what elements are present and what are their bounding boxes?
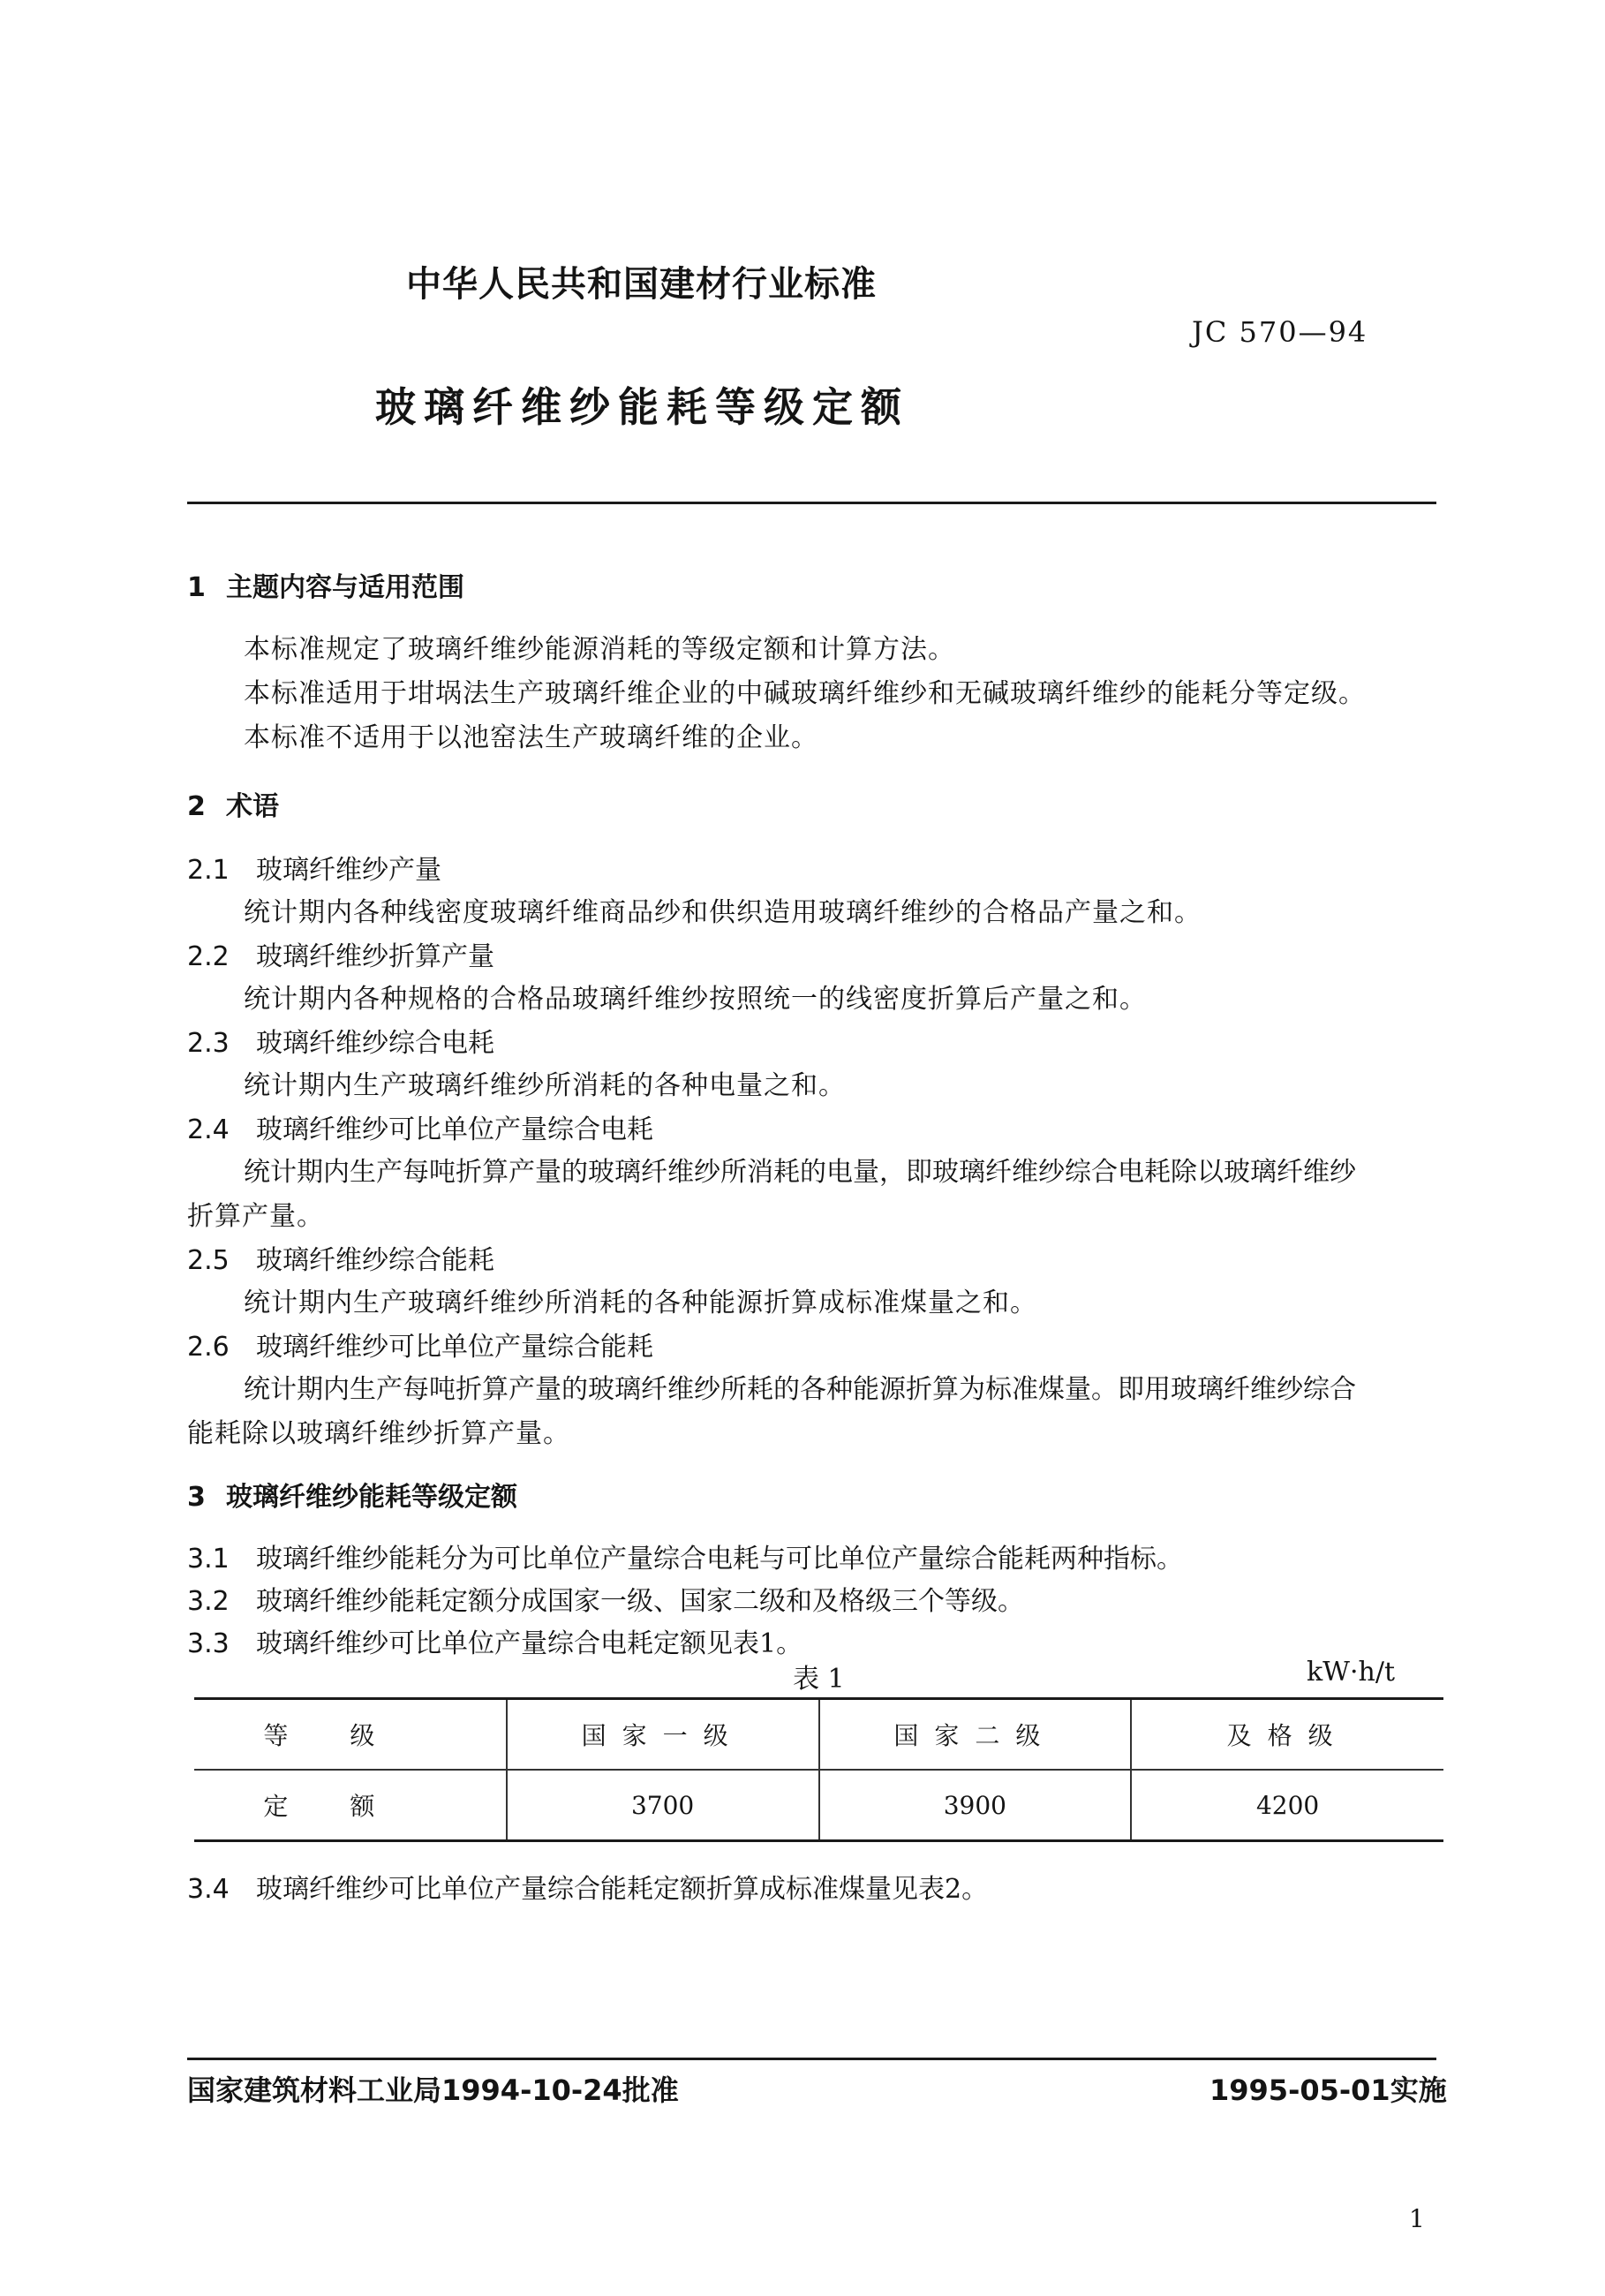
term-2-4 [187, 1107, 653, 1146]
energy-quota-table [194, 1697, 1443, 1842]
section-title: 玻璃纤维纱能耗等级定额 [226, 1482, 517, 1513]
table-caption: 表 1 [793, 1664, 845, 1695]
table-unit: kW·h/t [1307, 1657, 1396, 1688]
section-number: 3 [187, 1482, 206, 1513]
clause-number: 3.4 [187, 1874, 230, 1905]
table-header-cell: 等级 [194, 1699, 507, 1771]
section-number: 2 [187, 791, 206, 822]
clause-number: 3.3 [187, 1628, 230, 1659]
page-number: 1 [1409, 2204, 1425, 2233]
term-title: 玻璃纤维纱折算产量 [256, 941, 494, 972]
term-2-6 [187, 1325, 653, 1363]
term-title: 玻璃纤维纱可比单位产量综合电耗 [256, 1114, 653, 1145]
clause-number: 2.5 [187, 1245, 230, 1276]
paragraph: 本标准不适用于以池窑法生产玻璃纤维的企业。 [244, 722, 818, 753]
clause-3-1 [187, 1537, 1183, 1575]
term-2-3 [187, 1021, 494, 1060]
term-definition: 统计期内生产每吨折算产量的玻璃纤维纱所耗的各种能源折算为标准煤量。即用玻璃纤维纱综合 [244, 1374, 1356, 1405]
implementation-date: 1995-05-01实施 [1209, 2073, 1447, 2107]
clause-3-4 [187, 1867, 988, 1906]
approval-note: 国家建筑材料工业局1994-10-24批准 [187, 2073, 679, 2107]
footer-divider [187, 2058, 1436, 2060]
term-2-2 [187, 934, 494, 973]
clause-number: 3.2 [187, 1586, 230, 1617]
term-definition: 统计期内生产玻璃纤维纱所消耗的各种能源折算成标准煤量之和。 [244, 1288, 1037, 1318]
table-header-cell: 及格级 [1131, 1699, 1443, 1771]
clause-text: 玻璃纤维纱能耗分为可比单位产量综合电耗与可比单位产量综合能耗两种指标。 [256, 1544, 1183, 1575]
term-title: 玻璃纤维纱产量 [256, 855, 441, 886]
term-title: 玻璃纤维纱综合能耗 [256, 1245, 494, 1276]
clause-number: 2.4 [187, 1114, 230, 1145]
paragraph: 本标准适用于坩埚法生产玻璃纤维企业的中碱玻璃纤维纱和无碱玻璃纤维纱的能耗分等定级。 [244, 678, 1366, 709]
term-title: 玻璃纤维纱综合电耗 [256, 1028, 494, 1059]
table-cell: 3900 [819, 1770, 1132, 1841]
clause-number: 2.3 [187, 1028, 230, 1059]
term-2-1 [187, 848, 441, 887]
clause-3-2 [187, 1579, 1024, 1618]
clause-number: 2.6 [187, 1332, 230, 1363]
clause-number: 3.1 [187, 1544, 230, 1575]
table-row [194, 1770, 1443, 1841]
term-definition: 统计期内生产每吨折算产量的玻璃纤维纱所消耗的电量，即玻璃纤维纱综合电耗除以玻璃纤维纱 [244, 1157, 1356, 1188]
table-cell: 3700 [507, 1770, 819, 1841]
section-3-heading [187, 1475, 517, 1514]
term-definition: 统计期内生产玻璃纤维纱所消耗的各种电量之和。 [244, 1070, 846, 1101]
term-definition: 统计期内各种规格的合格品玻璃纤维纱按照统一的线密度折算后产量之和。 [244, 984, 1147, 1015]
section-title: 主题内容与适用范围 [226, 572, 464, 603]
table-cell: 4200 [1131, 1770, 1443, 1841]
term-2-5 [187, 1238, 494, 1277]
term-title: 玻璃纤维纱可比单位产量综合能耗 [256, 1332, 653, 1363]
term-definition-continued: 能耗除以玻璃纤维纱折算产量。 [187, 1418, 570, 1449]
table-row-label: 定额 [194, 1770, 507, 1841]
title-divider [187, 502, 1436, 504]
section-number: 1 [187, 572, 206, 603]
section-1-heading [187, 565, 464, 604]
table-header-cell: 国家一级 [507, 1699, 819, 1771]
standard-code: JC 570—94 [1192, 315, 1368, 349]
document-title: 玻璃纤维纱能耗等级定额 [375, 383, 909, 431]
clause-number: 2.1 [187, 855, 230, 886]
clause-text: 玻璃纤维纱能耗定额分成国家一级、国家二级和及格级三个等级。 [256, 1586, 1024, 1617]
clause-text: 玻璃纤维纱可比单位产量综合电耗定额见表1。 [256, 1628, 803, 1659]
section-2-heading [187, 784, 279, 823]
table-header-cell: 国家二级 [819, 1699, 1132, 1771]
section-title: 术语 [226, 791, 279, 822]
clause-text: 玻璃纤维纱可比单位产量综合能耗定额折算成标准煤量见表2。 [256, 1874, 989, 1905]
paragraph: 本标准规定了玻璃纤维纱能源消耗的等级定额和计算方法。 [244, 634, 955, 665]
term-definition-continued: 折算产量。 [187, 1201, 324, 1232]
table-header-row [194, 1699, 1443, 1771]
standard-category-title: 中华人民共和国建材行业标准 [406, 264, 877, 305]
clause-number: 2.2 [187, 941, 230, 972]
term-definition: 统计期内各种线密度玻璃纤维商品纱和供织造用玻璃纤维纱的合格品产量之和。 [244, 897, 1202, 928]
clause-3-3 [187, 1621, 802, 1660]
